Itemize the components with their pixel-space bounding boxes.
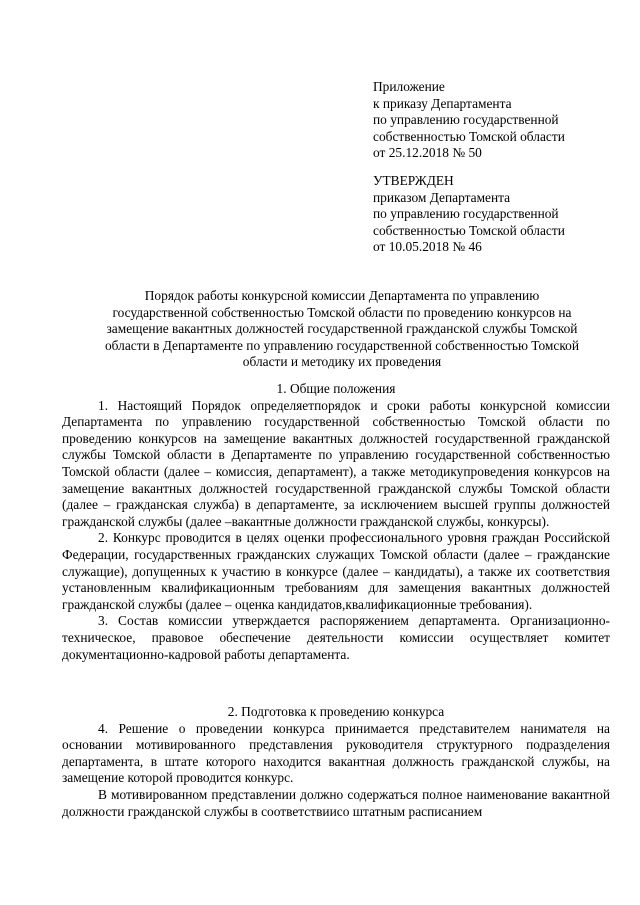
- appendix-line: от 25.12.2018 № 50: [373, 145, 482, 161]
- document-title: [92, 288, 592, 371]
- appendix-block: [373, 79, 623, 162]
- section-heading: 1. Общие положения: [276, 381, 396, 396]
- approval-block: [373, 173, 623, 256]
- approval-line: УТВЕРЖДЕН: [373, 173, 454, 188]
- title-line: области в Департаменте по управлению государственной собственностью Томской: [104, 337, 580, 353]
- title-line: замещение вакантных должностей государственной гражданской службы Томской: [106, 321, 578, 337]
- approval-line: по управлению государственной: [373, 206, 559, 222]
- approval-line: собственностью Томской области: [373, 222, 565, 238]
- appendix-line: к приказу Департамента: [373, 95, 512, 111]
- section-contest-preparation: [62, 704, 610, 820]
- approval-line: от 10.05.2018 № 46: [373, 239, 482, 255]
- paragraph-5: В мотивированном представлении должно содержаться полное наименование вакантной должности гражданской службы в соответствиисо штатным расписанием: [62, 786, 610, 819]
- appendix-line: собственностью Томской области: [373, 128, 565, 144]
- paragraph-1: 1. Настоящий Порядок определяетпорядок и сроки работы конкурсной комиссии Департамента по управлению государственной собственностью Томской области по проведению конкурсов на замещение вакантных должностей государственной гражданской службы Томской области в Департаменте по управлению государственной собственностью Томской области (далее – комиссия, департамент), а также методикупроведения конкурсов на замещение вакантных должностей государственной гражданской службы Томской области (далее – гражданская служба) в департаменте, за исключением высшей группы должностей гражданской службы (далее –вакантные должности гражданской службы, конкурсы).: [62, 397, 610, 529]
- appendix-line: по управлению государственной: [373, 112, 559, 128]
- title-line: области и методику их проведения: [242, 354, 442, 370]
- section-heading: 2. Подготовка к проведению конкурса: [227, 704, 445, 719]
- paragraph-3: 3. Состав комиссии утверждается распоряжением департамента. Организационно-техническое, правовое обеспечение деятельности комиссии осуществляет комитет документационно-кадровой работы департамента.: [62, 613, 610, 662]
- paragraph-4: 4. Решение о проведении конкурса принимается представителем нанимателя на основании мотивированного представления руководителя структурного подразделения департамента, в штате которого находится вакантная должность гражданской службы, на замещение которой проводится конкурс.: [62, 720, 610, 786]
- approval-line: приказом Департамента: [373, 189, 511, 205]
- appendix-line: Приложение: [373, 79, 445, 94]
- section-general-provisions: [62, 381, 610, 663]
- title-line: государственной собственностью Томской области по проведению конкурсов на: [112, 304, 572, 320]
- title-line: Порядок работы конкурсной комиссии Департамента по управлению: [144, 288, 540, 303]
- paragraph-2: 2. Конкурс проводится в целях оценки профессионального уровня граждан Российской Федерации, государственных гражданских служащих Томской области (далее – гражданские служащие), допущенных к участию в конкурсе (далее – кандидаты), а также их соответствия установленным квалификационным требованиям для замещения вакантных должностей гражданской службы (далее – оценка кандидатов,квалификационные требования).: [62, 530, 610, 612]
